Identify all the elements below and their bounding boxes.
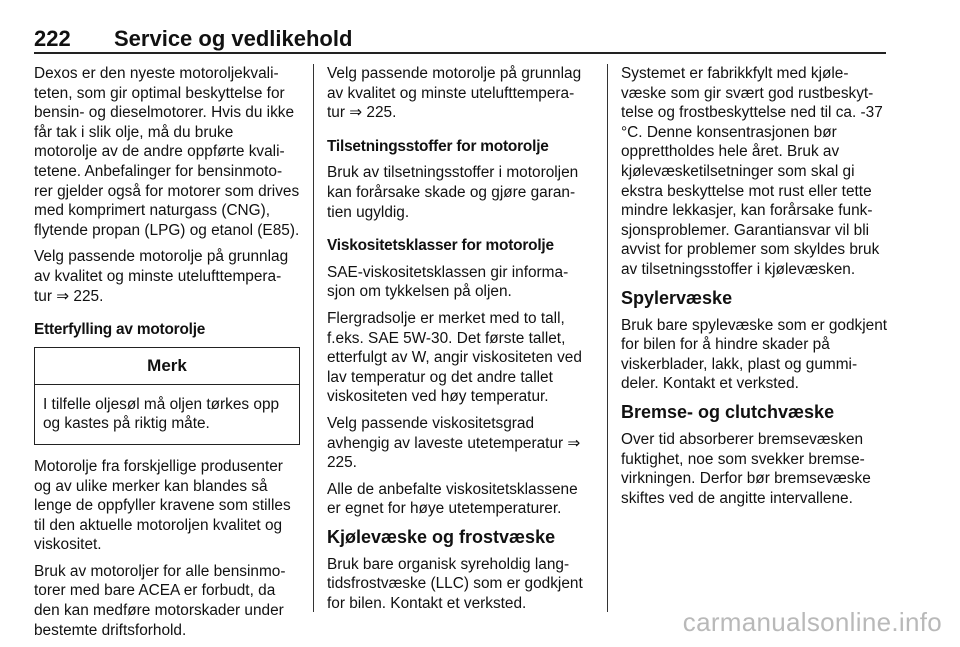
header-rule xyxy=(34,52,886,54)
heading-oil-refill: Etterfylling av motorolje xyxy=(34,321,206,339)
section-title: Service og vedlikehold xyxy=(114,26,353,51)
paragraph-brake-fluid: Over tid absorberer bremsevæsken fuktighet, noe som svekker bremse- virkningen. Derfor bør bremsevæske skiftes ved de angitte intervallene. xyxy=(621,430,871,507)
heading-washer-fluid: Spylervæske xyxy=(621,287,733,308)
page-number: 222 xyxy=(34,26,71,51)
paragraph-acea-warning: Bruk av motoroljer for alle bensinmo- torer med bare ACEA er forbudt, da den kan medføre motorskader under bestemte driftsforhold. xyxy=(34,562,286,639)
paragraph-coolant-system: Systemet er fabrikkfylt med kjøle- væske som gir svært god rustbeskyt- telse og frostbeskyttelse ned til ca. -37 °C. Denne konsentrasjonen bør opprettholdes hele året. Bruk av kjølevæsketilsetninger som skal gi ekstra beskyttelse mot rust eller tette mindre lekkasjer, kan forårsake funk- sjonsproblemer. Garantiansvar vil bli avvist for problemer som skyldes bruk av tilsetningsstoffer i kjølevæsken. xyxy=(621,65,883,278)
paragraph-high-temp: Alle de anbefalte viskositetsklassene er egnet for høye utetemperaturer. xyxy=(327,480,578,518)
heading-viscosity-classes: Viskositetsklasser for motorolje xyxy=(327,237,554,255)
watermark: carmanualsonline.info xyxy=(682,607,942,637)
column-middle xyxy=(327,64,595,621)
column-divider-left xyxy=(313,64,314,612)
paragraph-dexos: Dexos er den nyeste motoroljekvali- teten, som gir optimal beskyttelse for bensin- og dieselmotorer. Hvis du ikke får tak i slik olje, må du bruke motorolje av de andre oppførte kvali- tetene. Anbefalinger for bensinmoto- rer gjelder også for motorer som drives med komprimert naturgass (CNG), flytende propan (LPG) og etanol (E85). xyxy=(34,65,300,239)
note-text: I tilfelle oljesøl må oljen tørkes opp og kastes på riktig måte. xyxy=(43,395,280,433)
paragraph-multigrade: Flergradsolje er merket med to tall, f.eks. SAE 5W-30. Det første tallet, etterfulgt av W, angir viskositeten ved lav temperatur og det andre tallet viskositeten ved høy temperatur. xyxy=(327,309,582,406)
paragraph-mixing-oils: Motorolje fra forskjellige produsenter og av ulike merker kan blandes så lenge de oppfyller kravene som stilles til den aktuelle motoroljen kvalitet og viskositet. xyxy=(34,457,291,554)
note-title: Merk xyxy=(35,348,299,385)
paragraph-sae-class: SAE-viskositetsklassen gir informa- sjon om tykkelsen på oljen. xyxy=(327,263,569,301)
note-box xyxy=(34,347,300,445)
column-divider-right xyxy=(607,64,608,612)
paragraph-washer-fluid: Bruk bare spylevæske som er godkjent for bilen for å hindre skader på viskerblader, lakk, plast og gummi- deler. Kontakt et verksted. xyxy=(621,316,888,393)
heading-coolant: Kjølevæske og frostvæske xyxy=(327,526,556,547)
page-header xyxy=(34,26,886,54)
paragraph-oil-choice: Velg passende motorolje på grunnlag av kvalitet og minste utelufttempera- tur ⇒ 225. xyxy=(34,248,289,305)
paragraph-viscosity-choice: Velg passende viskositetsgrad avhengig av laveste utetemperatur ⇒ 225. xyxy=(327,414,581,472)
paragraph-coolant: Bruk bare organisk syreholdig lang- tidsfrostvæske (LLC) som er godkjent for bilen. Kontakt et verksted. xyxy=(327,555,583,613)
paragraph-oil-choice-2: Velg passende motorolje på grunnlag av kvalitet og minste utelufttempera- tur ⇒ 225. xyxy=(327,65,582,122)
column-left xyxy=(34,64,300,647)
paragraph-additives: Bruk av tilsetningsstoffer i motoroljen kan forårsake skade og gjøre garan- tien ugyldig. xyxy=(327,164,579,221)
heading-oil-additives: Tilsetningsstoffer for motorolje xyxy=(327,137,549,155)
column-right xyxy=(621,64,889,515)
heading-brake-fluid: Bremse- og clutchvæske xyxy=(621,401,835,422)
